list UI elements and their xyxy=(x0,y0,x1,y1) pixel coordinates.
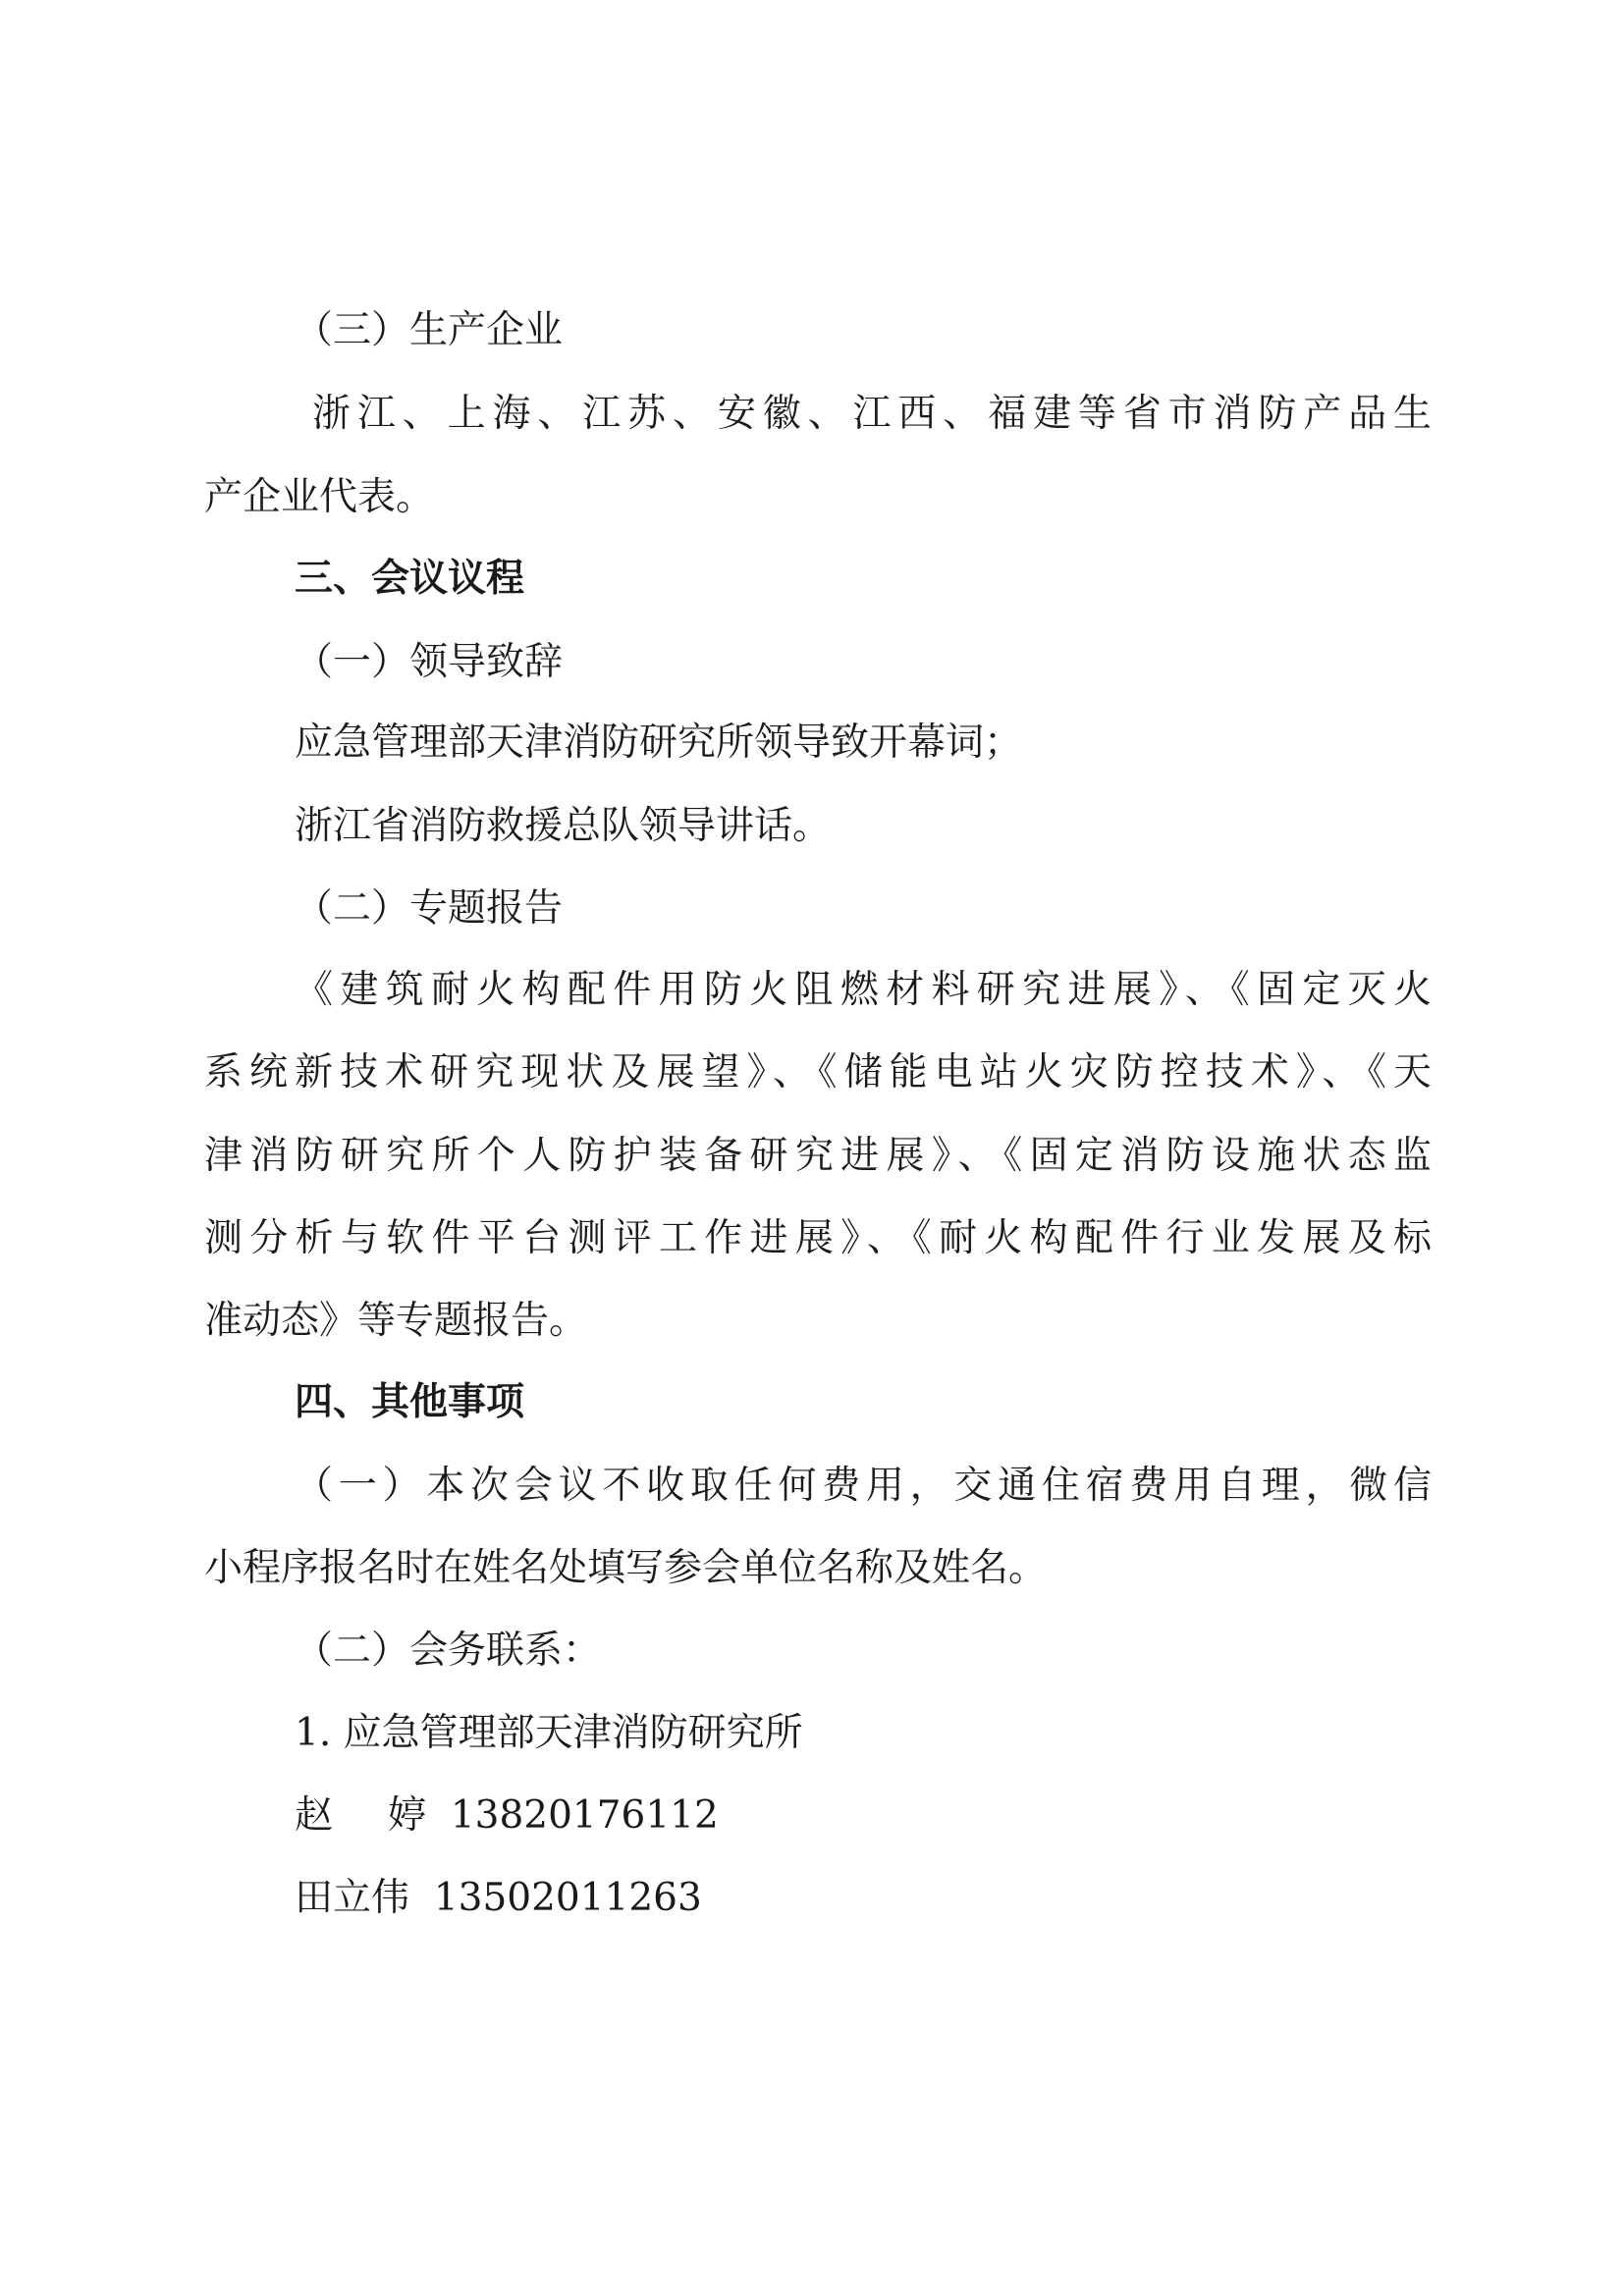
paragraph-line: 应急管理部天津消防研究所领导致开幕词； xyxy=(295,721,1023,765)
subsection-heading-leader-speech: （一）领导致辞 xyxy=(295,640,564,684)
paragraph-line: 浙江省消防救援总队领导讲话。 xyxy=(295,804,832,848)
paragraph-line: 小程序报名时在姓名处填写参会单位名称及姓名。 xyxy=(204,1546,1048,1590)
contact-name: 田立伟 xyxy=(295,1876,410,1920)
subsection-heading-production-enterprises: （三）生产企业 xyxy=(295,308,564,352)
contact-row-2 xyxy=(295,1875,702,1922)
paragraph-line: 系统新技术研究现状及展望》、《储能电站火灾防控技术》、《天 xyxy=(204,1050,1432,1095)
section-heading-agenda: 三、会议议程 xyxy=(295,557,525,601)
contact-organization: 1. 应急管理部天津消防研究所 xyxy=(295,1711,803,1755)
contact-row-1 xyxy=(295,1792,719,1840)
contact-phone: 13820176112 xyxy=(450,1793,719,1838)
contact-name: 赵 xyxy=(295,1793,334,1838)
subsection-heading-contacts: （二）会务联系： xyxy=(295,1629,602,1673)
paragraph-line: 准动态》等专题报告。 xyxy=(204,1299,588,1343)
paragraph-line: （一）本次会议不收取任何费用，交通住宿费用自理，微信 xyxy=(295,1464,1432,1508)
paragraph-line: 津消防研究所个人防护装备研究进展》、《固定消防设施状态监 xyxy=(204,1134,1432,1178)
paragraph-line: 产企业代表。 xyxy=(204,475,435,519)
paragraph-line: 测分析与软件平台测评工作进展》、《耐火构配件行业发展及标 xyxy=(204,1216,1432,1260)
subsection-heading-special-reports: （二）专题报告 xyxy=(295,886,564,931)
paragraph-line: 浙江、上海、江苏、安徽、江西、福建等省市消防产品生 xyxy=(312,392,1432,436)
paragraph-line: 《建筑耐火构配件用防火阻燃材料研究进展》、《固定灭火 xyxy=(295,968,1432,1012)
contact-phone: 13502011263 xyxy=(433,1876,702,1920)
contact-name: 婷 xyxy=(388,1793,427,1838)
section-heading-other-matters: 四、其他事项 xyxy=(295,1380,525,1424)
